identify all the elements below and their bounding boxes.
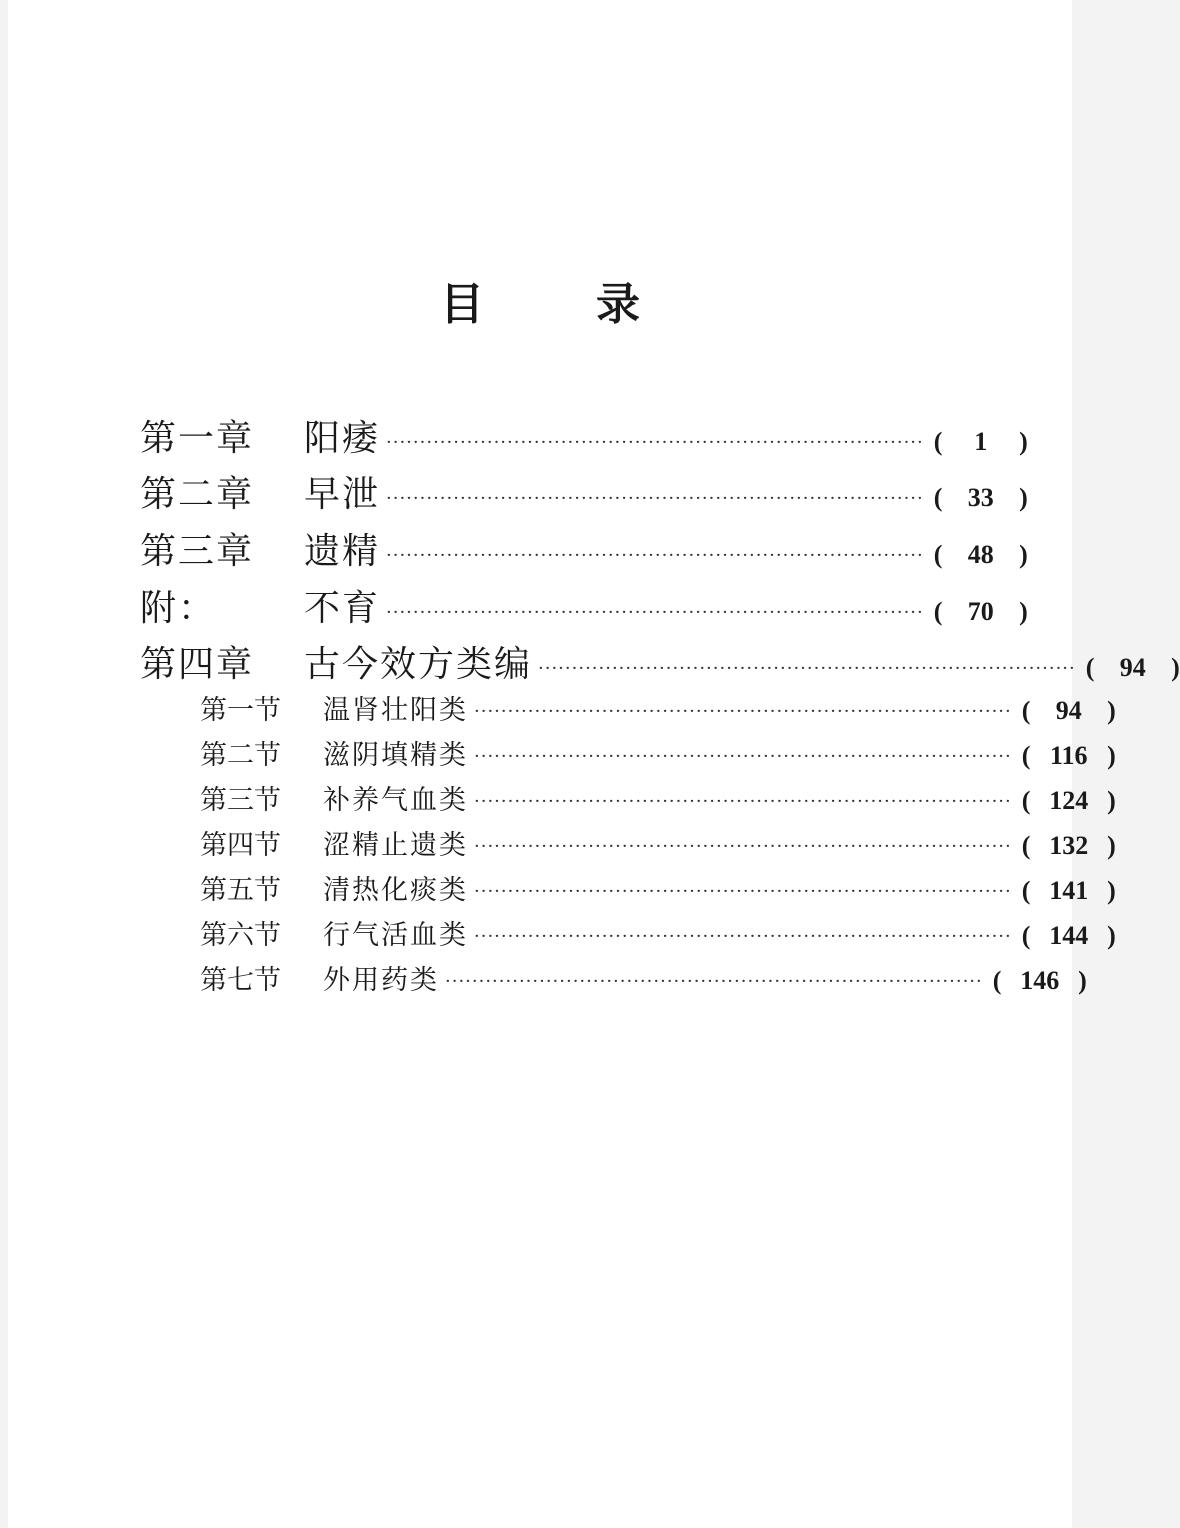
title-char-2: 录 bbox=[596, 279, 640, 330]
page-number-value: 132 bbox=[1049, 831, 1089, 860]
dot-leader: ················································································ bbox=[445, 971, 983, 992]
left-paren: ( bbox=[933, 483, 943, 512]
left-paren: ( bbox=[1021, 831, 1031, 860]
toc-chapter-row bbox=[140, 523, 1028, 572]
toc-entry-label: 第三节 bbox=[200, 785, 281, 816]
dot-leader: ················································································ bbox=[474, 701, 1012, 722]
toc-page-number bbox=[1022, 921, 1116, 951]
toc-section-row bbox=[200, 733, 1116, 771]
left-paren: ( bbox=[933, 597, 943, 626]
right-paren: ) bbox=[1107, 786, 1116, 815]
page-title bbox=[8, 268, 1072, 332]
dot-leader: ················································································ bbox=[386, 545, 924, 566]
dot-leader: ················································································ bbox=[474, 791, 1012, 812]
dot-leader: ················································································ bbox=[538, 658, 1076, 679]
toc-entry-label: 第四章 bbox=[140, 644, 255, 685]
page-number-value: 1 bbox=[974, 427, 988, 456]
toc-page-number bbox=[1022, 696, 1116, 726]
toc-entry-label: 第二章 bbox=[140, 474, 255, 515]
dot-leader: ················································································ bbox=[386, 488, 924, 509]
toc-entry-title: 清热化痰类 bbox=[323, 875, 468, 906]
toc-page-number bbox=[934, 597, 1028, 627]
toc-entry-title: 补养气血类 bbox=[323, 785, 468, 816]
right-paren: ) bbox=[1107, 696, 1116, 725]
toc-entry-label: 附： bbox=[140, 588, 217, 629]
page-number-value: 116 bbox=[1049, 741, 1088, 770]
toc-entry-title: 温肾壮阳类 bbox=[323, 695, 468, 726]
right-paren: ) bbox=[1019, 597, 1028, 626]
left-paren: ( bbox=[1021, 696, 1031, 725]
page-number-value: 141 bbox=[1049, 876, 1089, 905]
dot-leader: ················································································ bbox=[386, 602, 924, 623]
toc-entry-title: 遗精 bbox=[304, 531, 381, 572]
left-paren: ( bbox=[1085, 653, 1095, 682]
page-number-value: 70 bbox=[967, 597, 994, 626]
toc-entry-label: 第一章 bbox=[140, 418, 255, 459]
right-paren: ) bbox=[1019, 540, 1028, 569]
toc-section-row bbox=[200, 868, 1116, 906]
toc-section-row bbox=[200, 823, 1116, 861]
toc-section-row bbox=[200, 913, 1116, 951]
toc-entry-label: 第三章 bbox=[140, 531, 255, 572]
toc-chapter-row bbox=[140, 636, 1180, 685]
toc-entry-title: 行气活血类 bbox=[323, 920, 468, 951]
toc-page-number bbox=[934, 483, 1028, 513]
toc-page-number bbox=[1022, 741, 1116, 771]
toc-chapter-row bbox=[140, 580, 1028, 629]
toc-chapter-row bbox=[140, 410, 1028, 459]
toc-entry-label: 第七节 bbox=[200, 965, 281, 996]
right-paren: ) bbox=[1019, 427, 1028, 456]
toc-section-row bbox=[200, 778, 1116, 816]
toc-section-row bbox=[200, 958, 1087, 996]
dot-leader: ················································································ bbox=[474, 836, 1012, 857]
right-paren: ) bbox=[1107, 876, 1116, 905]
page-number-value: 33 bbox=[967, 483, 994, 512]
toc-entry-label: 第五节 bbox=[200, 875, 281, 906]
left-paren: ( bbox=[992, 966, 1002, 995]
right-paren: ) bbox=[1107, 741, 1116, 770]
dot-leader: ················································································ bbox=[474, 746, 1012, 767]
right-paren: ) bbox=[1019, 483, 1028, 512]
page-number-value: 94 bbox=[1119, 653, 1146, 682]
left-paren: ( bbox=[933, 540, 943, 569]
page-number-value: 124 bbox=[1049, 786, 1089, 815]
toc-chapter-row bbox=[140, 466, 1028, 515]
toc-page-number bbox=[1086, 653, 1180, 683]
dot-leader: ················································································ bbox=[386, 432, 924, 453]
toc-entry-title: 外用药类 bbox=[323, 965, 439, 996]
toc-page-number bbox=[1022, 831, 1116, 861]
right-paren: ) bbox=[1078, 966, 1087, 995]
toc-page-number bbox=[1022, 876, 1116, 906]
title-char-1: 目 bbox=[440, 279, 484, 330]
left-paren: ( bbox=[1021, 786, 1031, 815]
toc-entry-title: 涩精止遗类 bbox=[323, 830, 468, 861]
toc-entry-title: 早泄 bbox=[304, 474, 381, 515]
left-paren: ( bbox=[1021, 876, 1031, 905]
toc-entry-label: 第一节 bbox=[200, 695, 281, 726]
page-number-value: 48 bbox=[967, 540, 994, 569]
toc-entry-title: 阳痿 bbox=[304, 418, 381, 459]
toc-page-number bbox=[1022, 786, 1116, 816]
page-number-value: 144 bbox=[1049, 921, 1089, 950]
left-paren: ( bbox=[933, 427, 943, 456]
right-paren: ) bbox=[1171, 653, 1180, 682]
toc-entry-label: 第六节 bbox=[200, 920, 281, 951]
toc-entry-title: 不育 bbox=[304, 588, 381, 629]
right-paren: ) bbox=[1107, 831, 1116, 860]
page-number-value: 94 bbox=[1055, 696, 1082, 725]
toc-page-number bbox=[934, 540, 1028, 570]
toc-entry-title: 滋阴填精类 bbox=[323, 740, 468, 771]
left-paren: ( bbox=[1021, 921, 1031, 950]
toc-section-row bbox=[200, 688, 1116, 726]
toc-entry-title: 古今效方类编 bbox=[304, 644, 533, 685]
toc-page-number bbox=[993, 966, 1087, 996]
dot-leader: ················································································ bbox=[474, 881, 1012, 902]
toc-entry-label: 第二节 bbox=[200, 740, 281, 771]
left-paren: ( bbox=[1021, 741, 1031, 770]
page-number-value: 146 bbox=[1020, 966, 1060, 995]
dot-leader: ················································································ bbox=[474, 926, 1012, 947]
toc-page-number bbox=[934, 427, 1028, 457]
toc-entry-label: 第四节 bbox=[200, 830, 281, 861]
right-paren: ) bbox=[1107, 921, 1116, 950]
document-page bbox=[8, 0, 1180, 1528]
